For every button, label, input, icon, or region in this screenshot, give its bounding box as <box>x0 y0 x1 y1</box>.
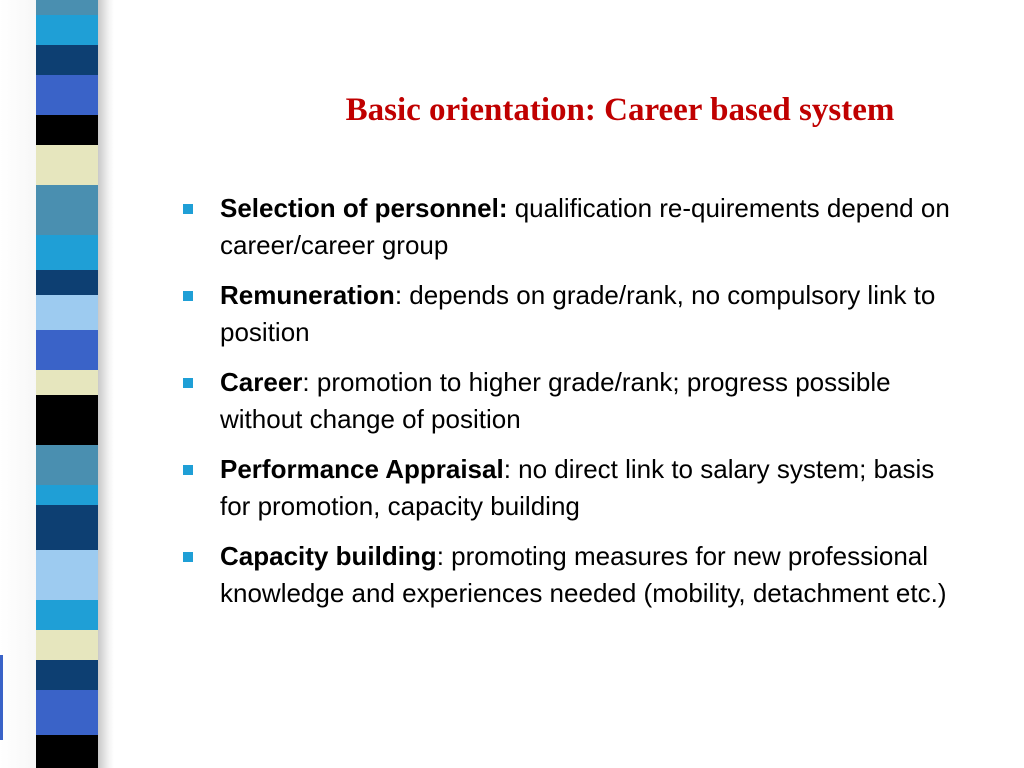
bullet-list <box>180 190 960 625</box>
stripe-block <box>36 145 98 185</box>
stripe-shadow <box>98 0 114 768</box>
stripe-block <box>36 15 98 45</box>
bullet-item <box>180 364 960 438</box>
stripe-block <box>36 115 98 145</box>
stripe-block <box>36 505 98 550</box>
square-bullet-icon <box>183 378 193 388</box>
decorative-stripe <box>36 0 98 768</box>
stripe-block <box>36 445 98 485</box>
stripe-block <box>36 485 98 505</box>
edge-mark <box>0 655 3 740</box>
slide-title: Basic orientation: Career based system <box>345 92 895 128</box>
stripe-block <box>36 0 98 15</box>
stripe-block <box>36 735 98 768</box>
stripe-block <box>36 630 98 660</box>
bullet-item <box>180 190 960 264</box>
stripe-block <box>36 600 98 630</box>
square-bullet-icon <box>183 291 193 301</box>
bullet-text: : promoting measures for new professional knowledge and experiences needed (mobility, detachment etc.) <box>220 541 947 608</box>
stripe-block <box>36 75 98 115</box>
square-bullet-icon <box>183 552 193 562</box>
left-edge <box>0 0 36 768</box>
bullet-term: Career <box>220 367 303 397</box>
bullet-item <box>180 277 960 351</box>
stripe-block <box>36 690 98 735</box>
square-bullet-icon <box>183 204 193 214</box>
stripe-block <box>36 395 98 445</box>
square-bullet-icon <box>183 465 193 475</box>
bullet-term: Capacity building <box>220 541 437 571</box>
stripe-block <box>36 45 98 75</box>
bullet-text: : promotion to higher grade/rank; progress possible without change of position <box>220 367 891 434</box>
stripe-block <box>36 235 98 270</box>
bullet-term: Remuneration <box>220 280 395 310</box>
bullet-item <box>180 538 960 612</box>
stripe-block <box>36 370 98 395</box>
bullet-item <box>180 451 960 525</box>
bullet-term: Selection of personnel: <box>220 193 508 223</box>
stripe-block <box>36 550 98 600</box>
bullet-text: qualification re-quirements depend on career/career group <box>220 193 950 260</box>
stripe-block <box>36 660 98 690</box>
stripe-block <box>36 270 98 295</box>
stripe-block <box>36 295 98 330</box>
stripe-block <box>36 185 98 235</box>
stripe-block <box>36 330 98 370</box>
bullet-term: Performance Appraisal <box>220 454 504 484</box>
bullet-text: : no direct link to salary system; basis for promotion, capacity building <box>220 454 935 521</box>
bullet-text: : depends on grade/rank, no compulsory link to position <box>220 280 936 347</box>
